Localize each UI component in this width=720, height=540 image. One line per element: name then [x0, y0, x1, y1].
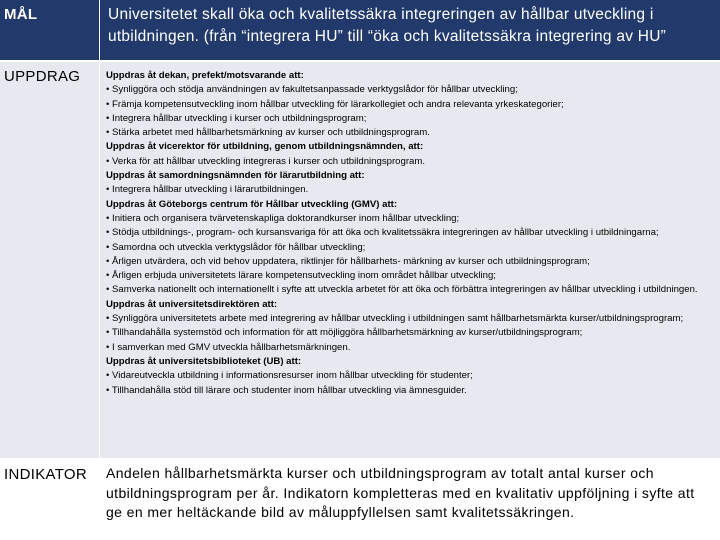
assignment-heading: Uppdras åt universitetsbiblioteket (UB) att: [106, 355, 302, 367]
indicator-text: Andelen hållbarhetsmärkta kurser och utbildningsprogram av totalt antal kurser och utbildningsprogram per år. Indikatorn kompletteras med en kvalitativ uppföljning i syfte att ge en mer heltäckande bild av måluppfyllelsen samt kvalitetssäkringen. [106, 465, 695, 520]
assignment-heading: Uppdras åt vicerektor för utbildning, genom utbildningsnämnden, att: [106, 141, 424, 153]
assignment-item: • Verka för att hållbar utveckling integreras i kurser och utbildningsprogram. [106, 155, 426, 167]
assignment-item: • Årligen utvärdera, och vid behov uppdatera, riktlinjer för hållbarhets- märkning av kurser och utbildningsprogram; [106, 255, 590, 267]
assignment-item: • Samverka nationellt och internationellt i syfte att utveckla arbetet för att öka och förbättra integreringen av hållbar utveckling i utbildningen. [106, 284, 698, 296]
assignment-item: • Tillhandahålla stöd till lärare och studenter inom hållbar utveckling via ämnesguider. [106, 384, 467, 396]
assignment-heading: Uppdras åt Göteborgs centrum för Hållbar utveckling (GMV) att: [106, 198, 398, 210]
assignment-item: • Vidareutveckla utbildning i informationsresurser inom hållbar utveckling för studenter; [106, 370, 473, 382]
assignment-item: • Synliggöra och stödja användningen av fakultetsanpassade verktygslådor för hållbar utveckling; [106, 84, 518, 96]
assignment-list [100, 62, 720, 398]
assignment-heading: Uppdras åt samordningsnämnden för lärarutbildning att: [106, 170, 365, 182]
assignment-text-cell [100, 62, 720, 458]
assignment-item: • Synliggöra universitetets arbete med integrering av hållbar utveckling i utbildningen samt hållbarhetsmärkta kurser/utbildningsprogram; [106, 313, 684, 325]
assignment-heading: Uppdras åt dekan, prefekt/motsvarande att: [106, 70, 304, 81]
indicator-text-cell [100, 460, 720, 540]
goal-row [0, 0, 720, 60]
assignment-item: • Tillhandahålla systemstöd och information för att möjliggöra hållbarhetsmärkning av kurser/utbildningsprogram; [106, 327, 583, 339]
indicator-row [0, 460, 720, 540]
assignment-row [0, 62, 720, 458]
assignment-item: • Stödja utbildnings-, program- och kursansvariga för att öka och kvalitetssäkra integreringen av hållbar utveckling i utbildningarna; [106, 227, 659, 239]
assignment-item: • Integrera hållbar utveckling i lärarutbildningen. [106, 184, 309, 196]
goal-label-cell [0, 0, 99, 60]
goal-text: Universitetet skall öka och kvalitetssäkra integreringen av hållbar utveckling i utbildningen. (från “integrera HU” till “öka och kvalitetssäkra integrering av HU” [108, 6, 667, 45]
goal-label: MÅL [4, 6, 38, 23]
indicator-label: INDIKATOR [4, 466, 87, 483]
assignment-item: • Stärka arbetet med hållbarhetsmärkning av kurser och utbildningsprogram. [106, 127, 430, 139]
assignment-heading: Uppdras åt universitetsdirektören att: [106, 298, 278, 310]
indicator-label-cell [0, 460, 99, 540]
goal-text-cell [100, 0, 720, 60]
assignment-item: • Initiera och organisera tvärvetenskapliga doktorandkurser inom hållbar utveckling; [106, 212, 460, 224]
assignment-item: • Samordna och utveckla verktygslådor för hållbar utveckling; [106, 241, 366, 253]
assignment-item: • Integrera hållbar utveckling i kurser och utbildningsprogram; [106, 112, 367, 124]
assignment-label: UPPDRAG [4, 68, 81, 85]
assignment-label-cell [0, 62, 99, 458]
assignment-item: • Främja kompetensutveckling inom hållbar utveckling för lärarkollegiet och andra relevanta yrkeskategorier; [106, 98, 564, 110]
assignment-item: • I samverkan med GMV utveckla hållbarhetsmärkningen. [106, 341, 351, 353]
assignment-item: • Årligen erbjuda universitetets lärare kompetensutveckling inom området hållbar utveckling; [106, 270, 496, 282]
